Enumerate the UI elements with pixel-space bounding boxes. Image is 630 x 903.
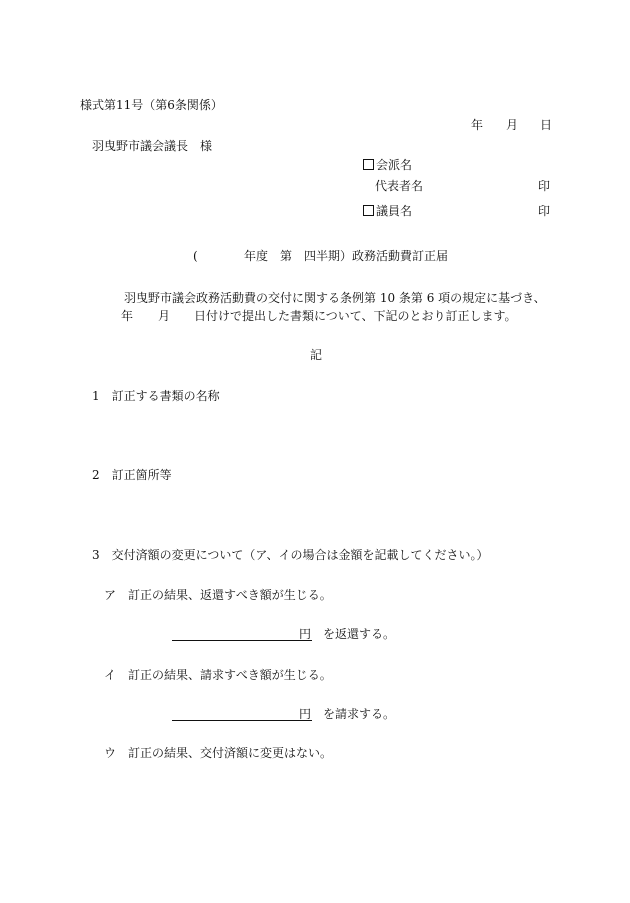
representative-seal: 印 <box>538 179 551 193</box>
ki-heading: 記 <box>310 348 323 362</box>
refund-suffix: を返還する。 <box>323 627 396 641</box>
option-u <box>104 746 332 760</box>
date-month-label: 月 <box>506 118 519 132</box>
representative-label: 代表者名 <box>375 179 424 193</box>
faction-row <box>363 158 412 172</box>
refund-yen-label: 円 <box>299 627 312 641</box>
date-year-label: 年 <box>471 118 484 132</box>
section-number: 2 <box>92 468 100 482</box>
option-text: 訂正の結果、交付済額に変更はない。 <box>128 746 333 760</box>
faction-checkbox[interactable] <box>363 159 374 170</box>
claim-yen-label: 円 <box>299 707 312 721</box>
section-3 <box>92 548 488 562</box>
faction-label: 会派名 <box>376 158 413 172</box>
member-checkbox[interactable] <box>363 205 374 216</box>
section-text: 訂正箇所等 <box>111 468 172 482</box>
intro-month-label: 月 <box>158 309 171 323</box>
member-row <box>363 204 412 218</box>
option-i <box>104 668 332 682</box>
date-day-label: 日 <box>540 118 553 132</box>
option-label: ウ <box>104 746 117 760</box>
section-text: 訂正する書類の名称 <box>111 389 220 403</box>
section-2 <box>92 468 172 482</box>
section-1 <box>92 389 220 403</box>
option-label: イ <box>104 668 117 682</box>
section-number: 3 <box>92 548 100 562</box>
form-number: 様式第11号（第6条関係） <box>80 98 223 112</box>
document-title: 年度 第 四半期）政務活動費訂正届 <box>244 249 449 263</box>
intro-year-label: 年 <box>121 309 134 323</box>
option-text: 訂正の結果、返還すべき額が生じる。 <box>128 588 332 602</box>
intro-line-2: 日付けで提出した書類について、下記のとおり訂正します。 <box>194 309 517 323</box>
section-text: 交付済額の変更について（ア、イの場合は金額を記載してください。） <box>111 548 489 562</box>
addressee: 羽曳野市議会議長 様 <box>92 139 213 153</box>
option-label: ア <box>104 588 117 602</box>
refund-amount-field[interactable] <box>172 625 312 641</box>
claim-suffix: を請求する。 <box>323 707 396 721</box>
section-number: 1 <box>92 389 100 403</box>
member-seal: 印 <box>538 204 551 218</box>
title-open-paren: ( <box>193 249 198 263</box>
option-text: 訂正の結果、請求すべき額が生じる。 <box>128 668 332 682</box>
option-a <box>104 588 332 602</box>
intro-line-1: 羽曳野市議会政務活動費の交付に関する条例第 10 条第 6 項の規定に基づき、 <box>124 291 546 305</box>
member-label: 議員名 <box>376 204 413 218</box>
claim-amount-field[interactable] <box>172 705 312 721</box>
